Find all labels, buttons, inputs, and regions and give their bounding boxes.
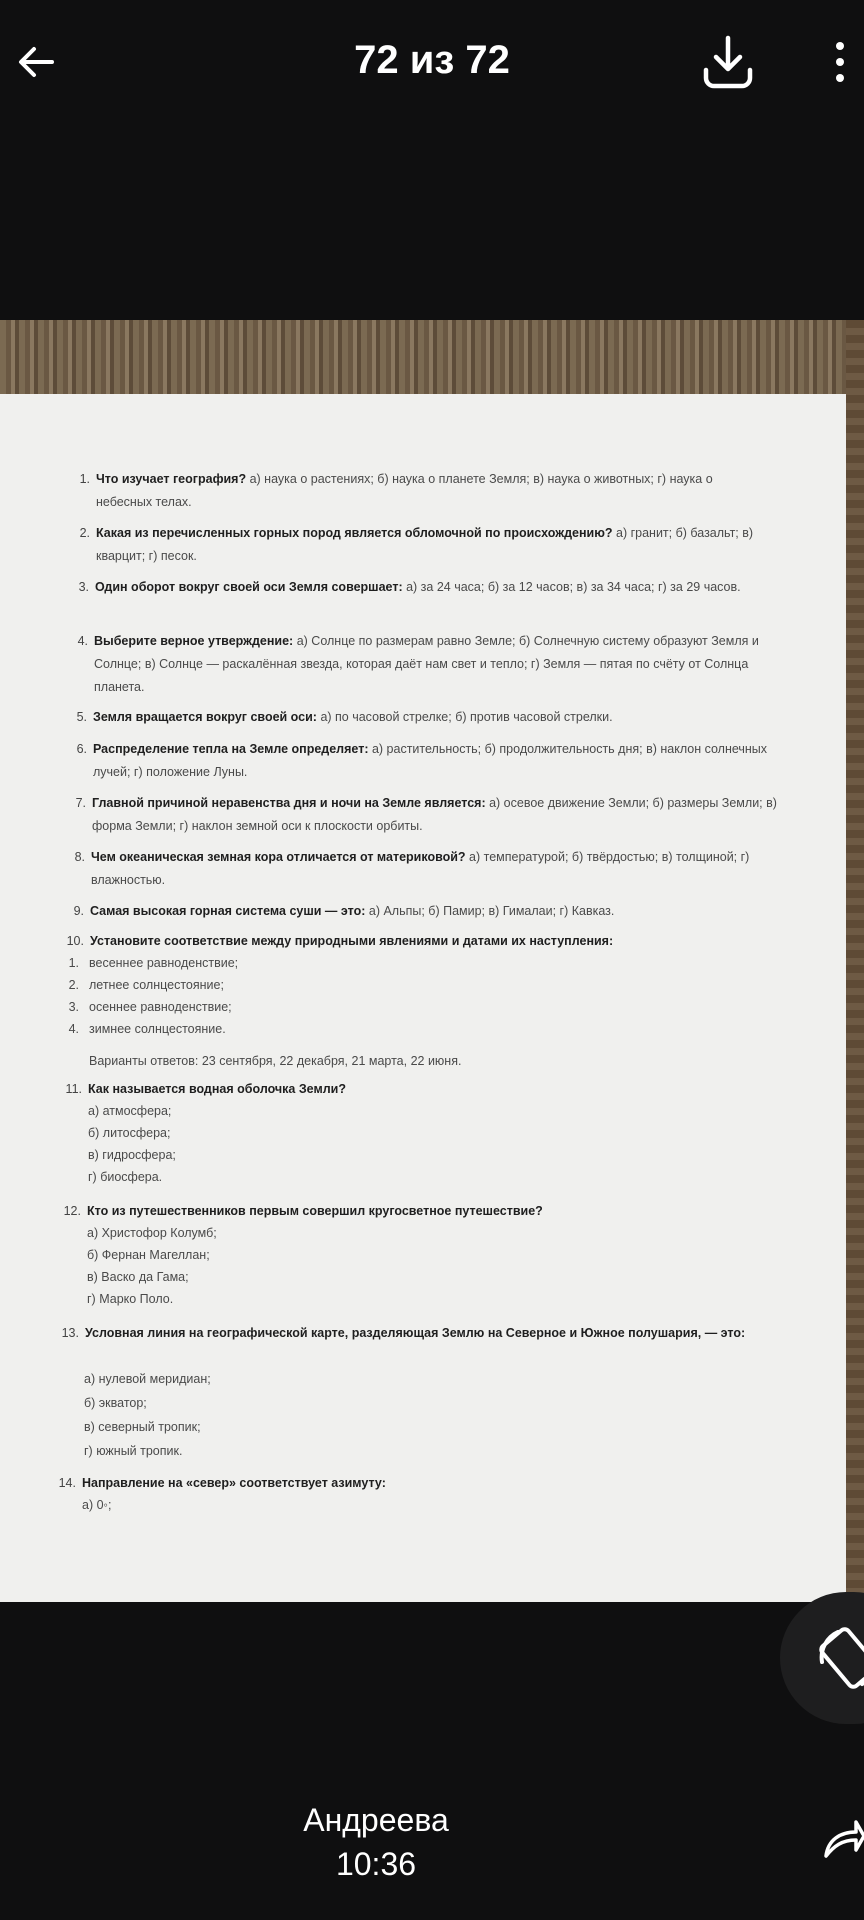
top-bar — [0, 0, 864, 130]
rotate-screen-icon — [808, 1616, 864, 1700]
question-13: 13. Условная линия на географической карте, разделяющая Землю на Северное и Южное полушария, — это: — [61, 1326, 746, 1340]
question-4: 4. Выберите верное утверждение: а) Солнце по размерам равно Земле; б) Солнечную систему образуют Земля и Солнце; в) Солнце — раскалённая звезда, которая даёт нам свет и тепло; г) Земля — пятая по счёту от Солнца планета. — [77, 634, 759, 694]
question-5: 5. Земля вращается вокруг своей оси: а) по часовой стрелке; б) против часовой стрелки. — [76, 710, 613, 724]
q12-option: а) Христофор Колумб; — [87, 1226, 217, 1240]
q10-item: 2. летнее солнцестояние; — [68, 978, 224, 992]
paper-sheet — [0, 394, 846, 1602]
rotate-button[interactable] — [780, 1592, 864, 1724]
q13-option: г) южный тропик. — [84, 1444, 183, 1458]
wood-surface — [0, 320, 864, 400]
q12-option: г) Марко Поло. — [87, 1292, 174, 1306]
question-11: 11. Как называется водная оболочка Земли? — [65, 1082, 346, 1096]
question-8: 8. Чем океаническая земная кора отличается от материковой? а) температурой; б) твёрдостью; в) толщиной; г) влажностью. — [74, 850, 750, 887]
q11-option: в) гидросфера; — [88, 1148, 176, 1162]
question-12: 12. Кто из путешественников первым совершил кругосветное путешествие? — [63, 1204, 543, 1218]
q12-option: в) Васко да Гама; — [87, 1270, 189, 1284]
question-9: 9. Самая высокая горная система суши — это: а) Альпы; б) Памир; в) Гималаи; г) Кавказ. — [73, 904, 615, 918]
question-7: 7. Главной причиной неравенства дня и ночи на Земле является: а) осевое движение Земли; б) размеры Земли; в) форма Земли; г) наклон земной оси к плоскости орбиты. — [75, 796, 777, 833]
q10-answer-variants: Варианты ответов: 23 сентября, 22 декабря, 21 марта, 22 июня. — [89, 1054, 462, 1068]
question-14: 14. Направление на «север» соответствует азимуту: — [58, 1476, 386, 1490]
more-vertical-icon — [826, 38, 854, 88]
q11-option: б) литосфера; — [88, 1126, 171, 1140]
q11-option: г) биосфера. — [88, 1170, 163, 1184]
page-title: 72 из 72 — [354, 38, 510, 82]
document-photo[interactable] — [0, 320, 864, 1602]
q10-item: 4. зимнее солнцестояние. — [68, 1022, 226, 1036]
message-time: 10:36 — [335, 1846, 417, 1882]
sender-name: Андреева — [303, 1802, 449, 1838]
more-options-button[interactable] — [826, 38, 854, 88]
question-3: 3. Один оборот вокруг своей оси Земля совершает: а) за 24 часа; б) за 12 часов; в) за 34 часа; г) за 29 часов. — [78, 580, 741, 594]
wood-edge — [846, 320, 864, 1602]
question-1: 1. Что изучает география? а) наука о растениях; б) наука о планете Земля; в) наука о животных; г) наука о небесных телах. — [79, 472, 713, 509]
question-6: 6. Распределение тепла на Земле определяет: а) растительность; б) продолжительность дня; в) наклон солнечных лучей; г) положение Луны. — [76, 742, 768, 779]
q14-option: а) 0◦; — [82, 1498, 112, 1512]
question-2: 2. Какая из перечисленных горных пород является обломочной по происхождению? а) гранит; б) базальт; в) кварцит; г) песок. — [79, 526, 754, 563]
q10-item: 1. весеннее равноденствие; — [68, 956, 239, 970]
q13-option: в) северный тропик; — [84, 1420, 201, 1434]
q12-option: б) Фернан Магеллан; — [87, 1248, 210, 1262]
question-10: 10. Установите соответствие между природными явлениями и датами их наступления: — [66, 934, 614, 948]
download-icon — [700, 32, 756, 92]
q10-item: 3. осеннее равноденствие; — [68, 1000, 232, 1014]
q13-option: а) нулевой меридиан; — [84, 1372, 211, 1386]
download-button[interactable] — [700, 32, 756, 92]
share-button[interactable] — [822, 1812, 864, 1862]
q11-option: а) атмосфера; — [88, 1104, 172, 1118]
q13-option: б) экватор; — [84, 1396, 147, 1410]
share-icon — [822, 1812, 864, 1862]
